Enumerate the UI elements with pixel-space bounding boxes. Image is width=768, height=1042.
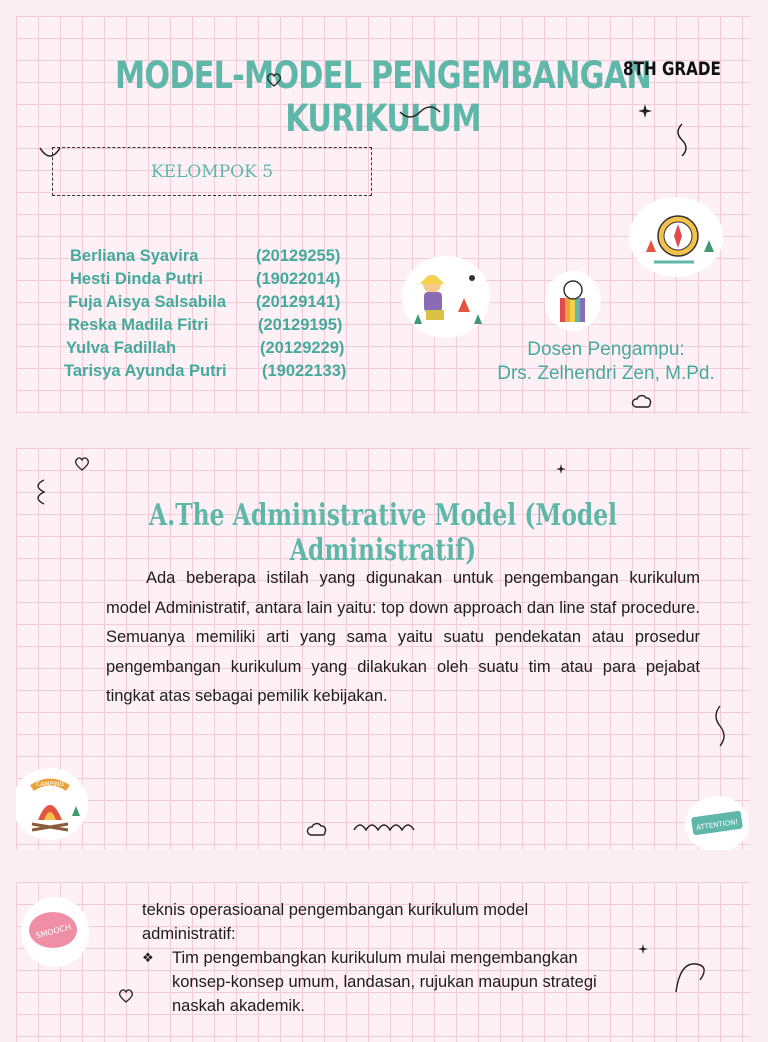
lecturer-name: Drs. Zelhendri Zen, M.Pd. <box>497 363 715 384</box>
smooch-sticker <box>20 896 90 968</box>
squiggle-doodle <box>672 122 692 158</box>
swirl-doodle <box>672 958 716 998</box>
reading-person-sticker <box>400 254 492 340</box>
diamond-bullet-icon: ❖ <box>142 950 154 965</box>
compass-sticker <box>628 196 724 278</box>
campfire-sticker <box>16 766 90 842</box>
lecturer-block <box>466 338 746 386</box>
campfire-label: CAMPING <box>36 781 64 788</box>
sparkle-icon <box>638 104 652 118</box>
rainbow-sticker <box>544 270 602 332</box>
cloud-icon <box>631 394 655 410</box>
sparkle-icon <box>556 464 566 474</box>
list-item: ❖ Tim pengembangkan kurikulum mulai mengembangkan konsep-konsep umum, landasan, rujukan maupun strategi naskah akademik. <box>142 946 602 1018</box>
sparkle-icon <box>638 944 648 954</box>
loop-doodle <box>352 818 418 836</box>
section-title: A.The Administrative Model (Model Administratif) <box>148 498 618 568</box>
heart-icon <box>118 988 134 1004</box>
group-box: KELOMPOK 5 <box>52 147 372 196</box>
squiggle-doodle <box>710 704 730 750</box>
curl-doodle <box>32 478 48 508</box>
lecturer-label: Dosen Pengampu: <box>527 339 685 360</box>
intro-text: teknis operasioanal pengembangan kurikulum model administratif: <box>142 901 529 943</box>
slide-operational-technique <box>16 882 750 1042</box>
body-paragraph: Ada beberapa istilah yang digunakan untuk pengembangan kurikulum model Administratif, antara lain yaitu: top down approach dan line staf procedure. Semuanya memiliki arti yang sama yaitu suatu pendekatan atau prosedur pengembangan kurikulum yang dilakukan oleh suatu tim atau para pejabat tingkat atas sebagai pemilik kebijakan. <box>106 569 700 705</box>
curl-doodle <box>38 144 62 162</box>
swirl-doodle <box>398 102 448 122</box>
cloud-icon <box>306 822 330 838</box>
attention-label: ATTENTION! <box>695 818 739 832</box>
heart-icon <box>74 456 90 472</box>
smooch-label: SMOOCH <box>34 922 73 941</box>
page-title: MODEL-MODEL PENGEMBANGAN KURIKULUM <box>115 54 651 140</box>
attention-sticker <box>684 794 750 850</box>
grade-label: 8TH GRADE <box>623 58 721 80</box>
slide-cover: MODEL-MODEL PENGEMBANGAN KURIKULUM 8TH GRADE KELOMPOK 5 Berliana Syavira (20129255) Hesti Dinda Putri (19022014) Fuja Aisya Salsabila (20129141) Reska Madila Fitri (20129195) Yulva Fadillah (20129229) Tarisya Ayunda Putri (19022133) Dosen Pengampu: Drs. Zelhendri Zen, M.Pd. <box>16 16 750 414</box>
slide-administrative-model <box>16 448 750 850</box>
heart-icon <box>266 72 282 88</box>
